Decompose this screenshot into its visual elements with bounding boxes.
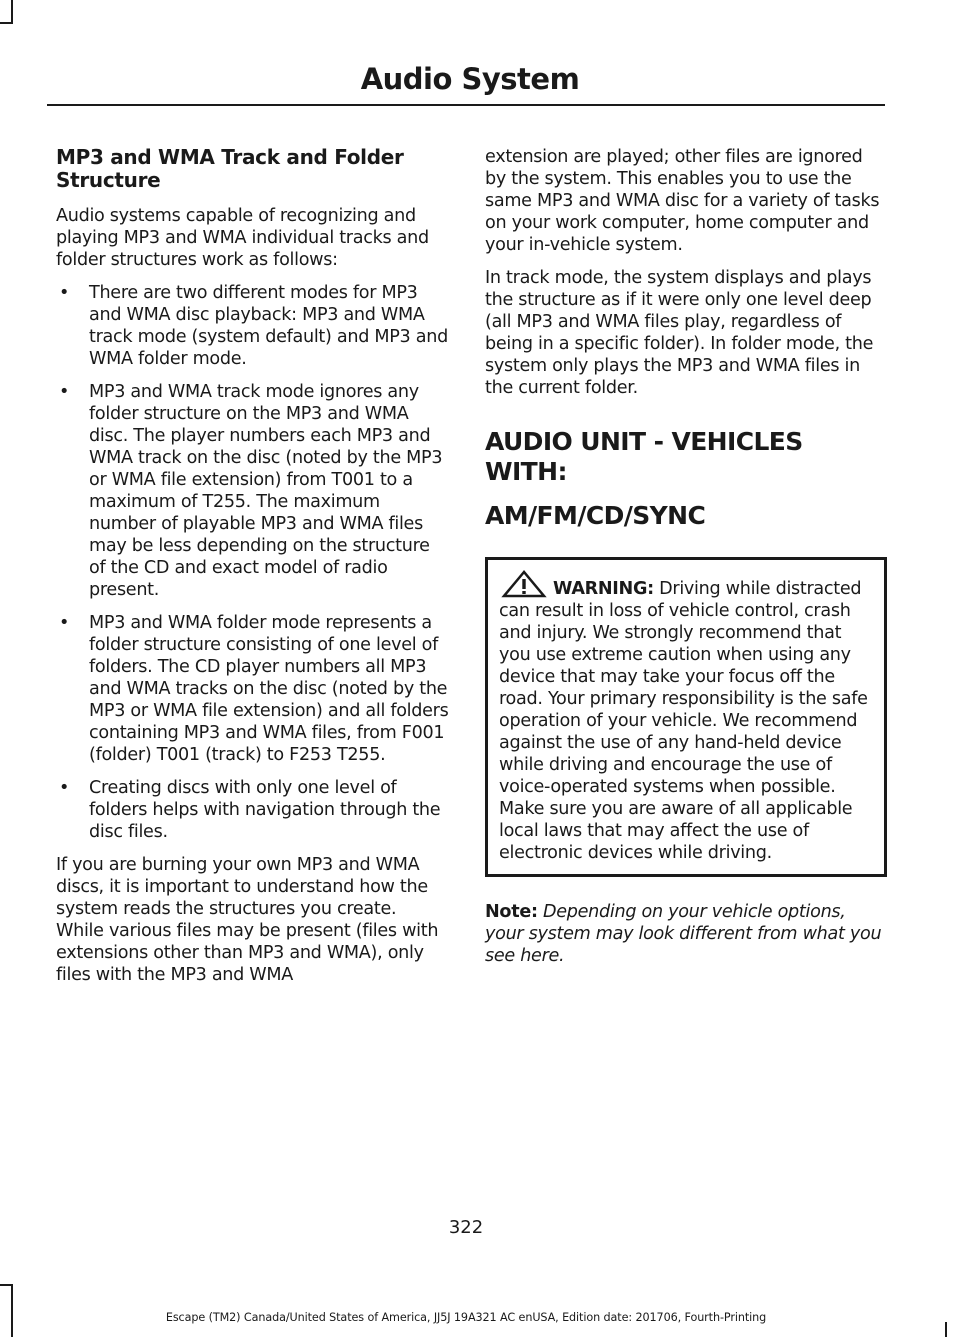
list-item-text: MP3 and WMA track mode ignores any folder structure on the MP3 and WMA disc. The player numbers each MP3 and WMA track on the disc (noted by the MP3 or WMA file extension) from T001 to a maximum of T255. The maximum number of playable MP3 and WMA files may be less depending on the structure of the CD and exact model of radio present.: [89, 382, 443, 600]
list-item: [56, 381, 449, 601]
continuation-paragraph: extension are played; other files are ignored by the system. This enables you to use the same MP3 and WMA disc for a variety of tasks on your work computer, home computer and your in-vehicle system.: [485, 147, 880, 255]
list-item: [56, 282, 449, 370]
page-number: 322: [448, 1217, 484, 1238]
bullet-list: [56, 282, 449, 843]
note-paragraph: [485, 901, 885, 967]
warning-triangle-icon: [499, 570, 549, 598]
bullet-marker: •: [59, 613, 70, 633]
list-item-text: Creating discs with only one level of folders helps with navigation through the disc files.: [89, 778, 441, 842]
right-column: [485, 146, 885, 967]
left-column: [56, 146, 449, 997]
list-item: [56, 612, 449, 766]
list-item-text: There are two different modes for MP3 and WMA disc playback: MP3 and WMA track mode (system default) and MP3 and WMA folder mode.: [89, 283, 448, 369]
list-item: [56, 777, 449, 843]
crop-mark-bottom-right-v: [945, 1322, 947, 1337]
bullet-marker: •: [59, 382, 70, 402]
note-label: Note:: [485, 902, 538, 922]
bullet-marker: •: [59, 283, 70, 303]
section-heading-am-fm-cd-sync: AM/FM/CD/SYNC: [485, 501, 706, 530]
crop-mark-top-left-v: [11, 0, 13, 24]
section-title: MP3 and WMA Track and Folder Structure: [56, 145, 404, 192]
section-heading-audio-unit: AUDIO UNIT - VEHICLES WITH:: [485, 427, 803, 486]
warning-box: [485, 557, 887, 877]
footer-edition-info: Escape (TM2) Canada/United States of America, JJ5J 19A321 AC enUSA, Edition date: 201706, Fourth-Printing: [165, 1311, 767, 1324]
bullet-marker: •: [59, 778, 70, 798]
intro-paragraph: Audio systems capable of recognizing and playing MP3 and WMA individual tracks and folder structures work as follows:: [56, 206, 429, 270]
warning-label: WARNING:: [553, 579, 654, 599]
track-mode-paragraph: In track mode, the system displays and plays the structure as if it were only one level deep (all MP3 and WMA files play, regardless of being in a specific folder). In folder mode, the system only plays the MP3 and WMA files in the current folder.: [485, 268, 874, 398]
list-item-text: MP3 and WMA folder mode represents a folder structure consisting of one level of folders. The CD player numbers all MP3 and WMA tracks on the disc (noted by the MP3 or WMA file extension) and all folders containing MP3 and WMA files, from F001 (folder) T001 (track) to F253 T255.: [89, 613, 449, 765]
warning-text: Driving while distracted can result in loss of vehicle control, crash and injury. We strongly recommend that you use extreme caution when using any device that may take your focus off the road. Your primary responsibility is the safe operation of your vehicle. We recommend against the use of any hand-held device while driving and encourage the use of voice-operated systems when possible. Make sure you are aware of all applicable local laws that may affect the use of electronic devices while driving.: [499, 579, 868, 863]
closing-paragraph: If you are burning your own MP3 and WMA discs, it is important to understand how the system reads the structures you create. While various files may be present (files with extensions other than MP3 and WMA), only files with the MP3 and WMA: [56, 855, 439, 985]
note-text: Depending on your vehicle options, your system may look different from what you see here.: [485, 902, 882, 966]
crop-mark-bottom-left-h: [0, 1284, 13, 1286]
header-divider: [47, 104, 885, 106]
crop-mark-top-left-h: [0, 22, 13, 24]
page-header-title: Audio System: [360, 62, 580, 96]
